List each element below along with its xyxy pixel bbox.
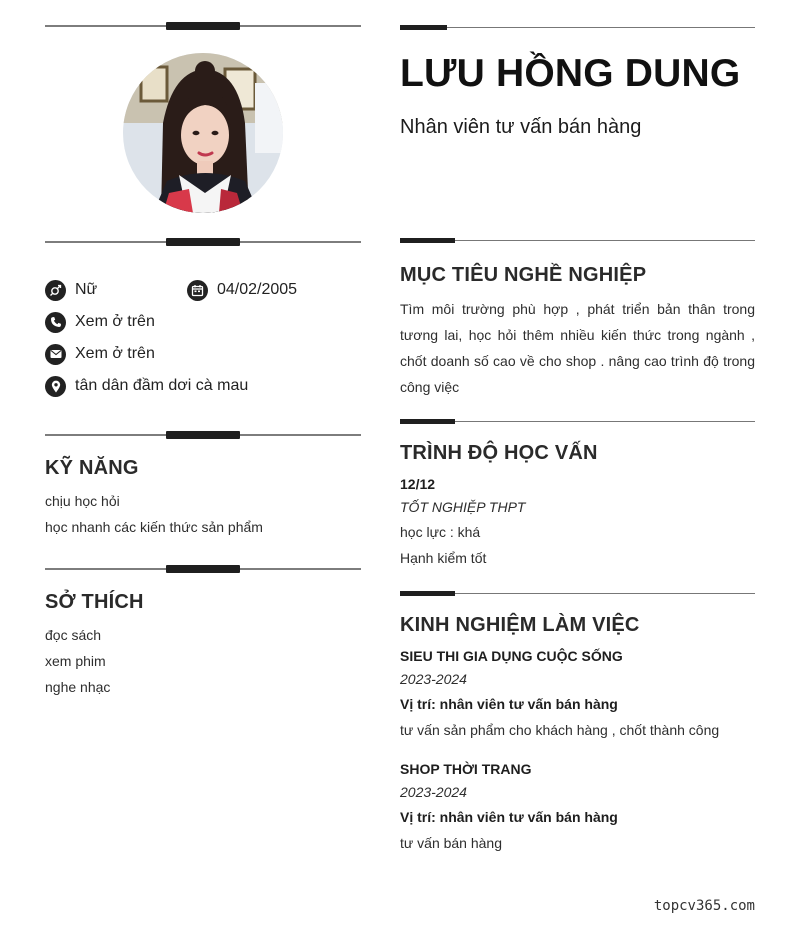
email-text: Xem ở trên [75, 345, 155, 362]
job-position: Vị trí: nhân viên tư vấn bán hàng [400, 809, 618, 825]
birthday-text: 04/02/2005 [217, 281, 298, 298]
email-icon [45, 344, 66, 365]
education-status: TỐT NGHIỆP THPT [400, 499, 526, 515]
candidate-name: LƯU HỒNG DUNG [400, 52, 741, 95]
divider-before-experience [400, 590, 755, 598]
skill-item: học nhanh các kiến thức sản phẩm [45, 519, 263, 535]
divider-before-skills [45, 428, 361, 442]
job-description: tư vấn bán hàng [400, 835, 503, 851]
contact-phone [45, 311, 155, 333]
education-line: Hạnh kiểm tốt [400, 550, 487, 566]
education-title: TRÌNH ĐỘ HỌC VẤN [400, 442, 598, 464]
gender-text: Nữ [75, 281, 98, 298]
hobby-item: xem phim [45, 653, 106, 669]
watermark: topcv365.com [653, 898, 755, 914]
job-period: 2023-2024 [400, 784, 467, 800]
job-description: tư vấn sản phẩm cho khách hàng , chốt thành công [400, 722, 720, 738]
address-text: tân dân đầm dơi cà mau [75, 377, 249, 394]
job-title: Nhân viên tư vấn bán hàng [400, 116, 642, 138]
divider-top-right [400, 24, 755, 32]
contact-gender [45, 279, 97, 301]
gender-icon [45, 280, 66, 301]
avatar [123, 53, 283, 213]
divider-top-left [45, 19, 361, 33]
contact-email [45, 343, 155, 365]
objective-text: Tìm môi trường phù hợp , phát triển bản thân trong tương lai, học hỏi thêm nhiều kiến thức trong ngành , chốt doanh số cao về cho shop . nâng cao trình độ trong công việc [400, 301, 755, 395]
divider-after-avatar [45, 235, 361, 249]
hobby-item: nghe nhạc [45, 679, 111, 695]
divider-before-education [400, 418, 755, 426]
skill-item: chịu học hỏi [45, 493, 120, 509]
job-company: SHOP THỜI TRANG [400, 761, 532, 777]
avatar-portrait-image [123, 53, 283, 213]
job-position: Vị trí: nhân viên tư vấn bán hàng [400, 696, 618, 712]
job-period: 2023-2024 [400, 671, 467, 687]
phone-text: Xem ở trên [75, 313, 155, 330]
divider-before-hobbies [45, 562, 361, 576]
contact-address [45, 375, 248, 397]
divider-before-objective [400, 237, 755, 245]
job-company: SIEU THI GIA DỤNG CUỘC SỐNG [400, 648, 623, 664]
contact-birthday [187, 279, 297, 301]
education-line: học lực : khá [400, 524, 481, 540]
hobby-item: đọc sách [45, 627, 102, 643]
education-grade: 12/12 [400, 476, 436, 492]
phone-icon [45, 312, 66, 333]
skills-title: KỸ NĂNG [45, 457, 139, 479]
experience-title: KINH NGHIỆM LÀM VIỆC [400, 614, 640, 636]
objective-title: MỤC TIÊU NGHỀ NGHIỆP [400, 264, 647, 286]
calendar-icon [187, 280, 208, 301]
location-pin-icon [45, 376, 66, 397]
hobbies-title: SỞ THÍCH [45, 591, 144, 613]
